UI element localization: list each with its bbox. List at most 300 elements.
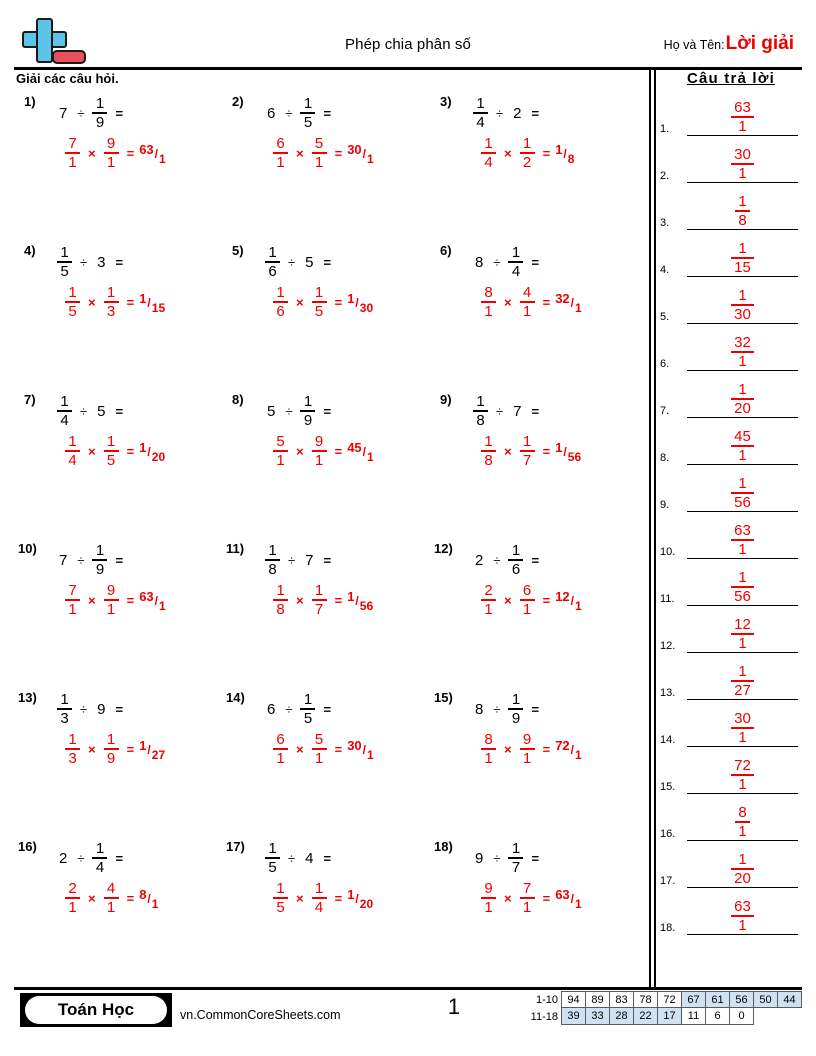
work-equals-sign: =	[126, 294, 135, 310]
equals-sign: =	[531, 552, 540, 568]
fraction-denominator: 1	[484, 749, 493, 767]
divisor	[92, 96, 107, 130]
answer-row-17	[660, 843, 802, 890]
fraction-denominator: 5	[68, 302, 77, 320]
fraction-numerator: 1	[68, 284, 77, 302]
result-inline-fraction	[347, 588, 373, 612]
answer-write-line	[687, 699, 798, 700]
fraction-numerator: 7	[68, 582, 77, 600]
result-inline-fraction	[555, 588, 582, 612]
fraction-numerator: 1	[314, 284, 324, 302]
result-numerator: 30	[347, 142, 362, 158]
result-denominator: 20	[359, 896, 374, 911]
fraction-denominator: 1	[522, 302, 532, 320]
problem-number: 17)	[226, 839, 245, 854]
answer-rows-container	[660, 91, 802, 937]
answer-row-11	[660, 561, 802, 608]
problem-expression	[54, 690, 128, 728]
problem-expression	[470, 94, 544, 132]
dividend	[57, 245, 72, 279]
fraction-denominator: 1	[484, 302, 493, 320]
result-denominator: 20	[151, 449, 166, 464]
answer-fraction	[731, 758, 754, 792]
work-fraction-first	[481, 285, 496, 319]
work-fraction-second	[312, 732, 327, 766]
result-inline-fraction	[347, 886, 373, 910]
multiply-operator: ×	[504, 890, 512, 906]
answer-value	[687, 664, 798, 698]
divide-operator: ÷	[285, 105, 293, 121]
score-cell: 56	[729, 991, 754, 1008]
multiply-operator: ×	[504, 592, 512, 608]
problem-7	[10, 390, 218, 480]
answer-row-18	[660, 890, 802, 937]
problem-worked-answer	[270, 134, 374, 172]
fraction-denominator: 5	[60, 262, 69, 280]
fraction-numerator: 45	[734, 428, 751, 446]
answer-fraction	[735, 805, 750, 839]
problem-expression	[262, 243, 336, 281]
result-slash: /	[147, 296, 151, 311]
dividend	[473, 96, 488, 130]
answer-key-column	[660, 70, 802, 937]
answer-value	[687, 852, 798, 886]
result-numerator: 30	[347, 738, 362, 754]
answer-write-line	[687, 370, 798, 371]
fraction-numerator: 9	[314, 433, 324, 451]
work-fraction-first	[481, 136, 496, 170]
problem-14	[218, 688, 426, 778]
fraction-denominator: 1	[738, 541, 747, 558]
fraction-denominator: 1	[68, 898, 77, 916]
problem-expression	[54, 243, 128, 281]
fraction-numerator: 1	[738, 381, 747, 399]
fraction-denominator: 5	[276, 898, 285, 916]
fraction-denominator: 3	[106, 302, 116, 320]
answer-fraction	[731, 335, 754, 369]
work-equals-sign: =	[542, 592, 551, 608]
answer-fraction	[731, 382, 754, 416]
divisor	[300, 394, 315, 428]
work-equals-sign: =	[126, 890, 135, 906]
fraction-numerator: 1	[60, 244, 69, 262]
multiply-operator: ×	[296, 443, 304, 459]
result-denominator: 1	[159, 151, 166, 166]
fraction-numerator: 1	[95, 840, 105, 858]
multiply-operator: ×	[504, 443, 512, 459]
fraction-denominator: 1	[522, 749, 532, 767]
divide-operator: ÷	[493, 850, 501, 866]
divisor: 5	[305, 253, 314, 271]
fraction-denominator: 1	[106, 153, 116, 171]
divide-operator: ÷	[493, 254, 501, 270]
result-slash: /	[563, 445, 567, 460]
problem-row	[10, 837, 648, 986]
problem-number: 4)	[24, 243, 36, 258]
work-fraction-second	[520, 285, 535, 319]
answer-write-line	[687, 511, 798, 512]
fraction-denominator: 9	[95, 113, 105, 131]
answer-value	[687, 617, 798, 651]
fraction-numerator: 1	[268, 542, 277, 560]
divide-operator: ÷	[77, 105, 85, 121]
result-numerator: 1	[139, 440, 147, 456]
result-numerator: 63	[555, 887, 570, 903]
result-inline-fraction	[347, 290, 373, 314]
fraction-numerator: 9	[106, 135, 116, 153]
dividend: 2	[59, 849, 68, 867]
work-fraction-first	[273, 583, 288, 617]
problem-number: 9)	[440, 392, 452, 407]
result-denominator: 1	[367, 747, 374, 762]
answer-write-line	[687, 746, 798, 747]
result-slash: /	[355, 296, 359, 311]
work-fraction-second	[520, 881, 535, 915]
answer-fraction	[731, 100, 754, 134]
work-fraction-second	[312, 434, 327, 468]
result-inline-fraction	[555, 737, 582, 761]
multiply-operator: ×	[88, 741, 96, 757]
score-cell: 78	[633, 991, 658, 1008]
work-equals-sign: =	[334, 741, 343, 757]
work-equals-sign: =	[542, 890, 551, 906]
fraction-denominator: 5	[314, 302, 324, 320]
divide-operator: ÷	[288, 254, 296, 270]
problem-2	[218, 92, 426, 182]
score-cell: 6	[705, 1007, 730, 1025]
problem-row	[10, 390, 648, 539]
result-numerator: 63	[139, 142, 154, 158]
work-fraction-first	[65, 434, 80, 468]
problem-worked-answer	[478, 581, 582, 619]
fraction-denominator: 6	[268, 262, 277, 280]
result-slash: /	[570, 594, 574, 609]
fraction-denominator: 4	[314, 898, 324, 916]
fraction-numerator: 30	[734, 146, 751, 164]
problem-number: 2)	[232, 94, 244, 109]
problem-worked-answer	[62, 581, 166, 619]
fraction-numerator: 9	[522, 731, 532, 749]
problem-worked-answer	[62, 879, 158, 917]
work-equals-sign: =	[542, 443, 551, 459]
result-denominator: 56	[567, 449, 582, 464]
work-fraction-second	[104, 285, 119, 319]
score-cell: 33	[585, 1007, 610, 1025]
fraction-denominator: 1	[738, 635, 747, 652]
fraction-numerator: 1	[314, 880, 324, 898]
fraction-numerator: 1	[303, 393, 313, 411]
fraction-denominator: 4	[95, 858, 105, 876]
work-fraction-second	[104, 136, 119, 170]
multiply-operator: ×	[296, 294, 304, 310]
fraction-numerator: 1	[738, 240, 747, 258]
problem-number: 12)	[434, 541, 453, 556]
result-numerator: 8	[139, 887, 147, 903]
answer-row-number: 18.	[660, 922, 676, 934]
dividend	[57, 692, 72, 726]
fraction-numerator: 1	[511, 840, 521, 858]
score-cell: 72	[657, 991, 682, 1008]
result-denominator: 30	[359, 300, 374, 315]
fraction-denominator: 4	[68, 451, 77, 469]
fraction-numerator: 1	[106, 284, 116, 302]
fraction-denominator: 1	[106, 898, 116, 916]
result-numerator: 63	[139, 589, 154, 605]
problem-number: 8)	[232, 392, 244, 407]
problem-worked-answer	[62, 283, 165, 321]
equals-sign: =	[115, 850, 124, 866]
result-numerator: 1	[139, 738, 147, 754]
answer-write-line	[687, 558, 798, 559]
answer-fraction	[731, 664, 754, 698]
problem-worked-answer	[478, 283, 582, 321]
problem-expression	[54, 94, 128, 132]
answer-fraction	[731, 288, 754, 322]
problem-4	[10, 241, 218, 331]
equals-sign: =	[115, 105, 124, 121]
multiply-operator: ×	[88, 592, 96, 608]
fraction-numerator: 1	[268, 840, 277, 858]
answer-value	[687, 100, 798, 134]
fraction-numerator: 1	[276, 582, 285, 600]
problem-expression	[262, 839, 336, 877]
result-inline-fraction	[555, 439, 581, 463]
fraction-denominator: 6	[276, 302, 285, 320]
fraction-denominator: 1	[276, 451, 285, 469]
problem-expression	[262, 392, 336, 430]
fraction-denominator: 9	[511, 709, 521, 727]
dividend: 8	[475, 253, 484, 271]
fraction-denominator: 8	[738, 212, 747, 229]
answer-fraction	[731, 570, 754, 604]
score-cell: 28	[609, 1007, 634, 1025]
result-inline-fraction	[139, 886, 158, 910]
fraction-denominator: 7	[314, 600, 324, 618]
fraction-numerator: 1	[303, 95, 313, 113]
answer-fraction	[731, 852, 754, 886]
dividend: 6	[267, 700, 276, 718]
problem-3	[426, 92, 634, 182]
score-row-label: 11-18	[530, 1010, 558, 1023]
result-denominator: 15	[151, 300, 166, 315]
problem-expression	[262, 94, 336, 132]
problem-worked-answer	[478, 730, 582, 768]
result-numerator: 1	[347, 291, 355, 307]
fraction-numerator: 1	[511, 691, 521, 709]
equals-sign: =	[531, 105, 540, 121]
fraction-denominator: 1	[738, 353, 747, 370]
equals-sign: =	[323, 552, 332, 568]
fraction-denominator: 9	[95, 560, 105, 578]
result-slash: /	[570, 892, 574, 907]
answer-value	[687, 288, 798, 322]
result-slash: /	[362, 147, 366, 162]
answer-write-line	[687, 793, 798, 794]
problem-expression	[470, 541, 544, 579]
work-fraction-first	[273, 881, 288, 915]
fraction-numerator: 32	[734, 334, 751, 352]
dividend: 9	[475, 849, 484, 867]
multiply-operator: ×	[88, 443, 96, 459]
divider-line-right	[654, 70, 656, 990]
divide-operator: ÷	[80, 254, 88, 270]
multiply-operator: ×	[296, 741, 304, 757]
answer-value	[687, 711, 798, 745]
fraction-denominator: 1	[484, 600, 493, 618]
work-equals-sign: =	[126, 592, 135, 608]
result-inline-fraction	[139, 588, 166, 612]
fraction-denominator: 4	[476, 113, 485, 131]
answer-write-line	[687, 417, 798, 418]
fraction-numerator: 1	[60, 691, 69, 709]
answer-fraction	[731, 899, 754, 933]
work-equals-sign: =	[542, 741, 551, 757]
answer-fraction	[731, 617, 754, 651]
divisor	[92, 543, 107, 577]
divisor	[300, 96, 315, 130]
problem-number: 7)	[24, 392, 36, 407]
work-equals-sign: =	[334, 294, 343, 310]
divide-operator: ÷	[496, 403, 504, 419]
fraction-denominator: 56	[734, 494, 751, 511]
fraction-denominator: 56	[734, 588, 751, 605]
answer-column-title: Câu trả lời	[686, 70, 776, 87]
divisor	[508, 543, 523, 577]
equals-sign: =	[531, 403, 540, 419]
answer-row-8	[660, 420, 802, 467]
divide-operator: ÷	[285, 701, 293, 717]
work-equals-sign: =	[542, 145, 551, 161]
dividend: 7	[59, 104, 68, 122]
divisor: 4	[305, 849, 314, 867]
problem-number: 16)	[18, 839, 37, 854]
answer-fraction	[731, 429, 754, 463]
work-equals-sign: =	[334, 592, 343, 608]
problem-expression	[470, 392, 544, 430]
problem-10	[10, 539, 218, 629]
work-fraction-first	[273, 732, 288, 766]
answer-row-number: 16.	[660, 828, 676, 840]
fraction-numerator: 30	[734, 710, 751, 728]
fraction-numerator: 2	[68, 880, 77, 898]
dividend: 5	[267, 402, 276, 420]
fraction-denominator: 5	[303, 113, 313, 131]
divisor	[92, 841, 107, 875]
answer-row-10	[660, 514, 802, 561]
multiply-operator: ×	[296, 890, 304, 906]
answer-row-number: 3.	[660, 217, 670, 229]
fraction-denominator: 3	[60, 709, 69, 727]
divide-operator: ÷	[80, 403, 88, 419]
multiply-operator: ×	[504, 294, 512, 310]
fraction-numerator: 1	[106, 731, 116, 749]
student-name-value: Lời giải	[725, 33, 794, 54]
work-fraction-second	[520, 732, 535, 766]
work-fraction-first	[481, 434, 496, 468]
divisor	[508, 841, 523, 875]
equals-sign: =	[323, 105, 332, 121]
fraction-numerator: 72	[734, 757, 751, 775]
fraction-denominator: 1	[522, 600, 532, 618]
fraction-numerator: 1	[484, 433, 493, 451]
answer-row-number: 1.	[660, 123, 670, 135]
fraction-denominator: 1	[738, 447, 747, 464]
dividend	[57, 394, 72, 428]
problem-expression	[470, 243, 544, 281]
work-equals-sign: =	[334, 145, 343, 161]
answer-row-2	[660, 138, 802, 185]
fraction-denominator: 7	[522, 451, 532, 469]
answer-value	[687, 382, 798, 416]
fraction-denominator: 4	[511, 262, 521, 280]
answer-row-number: 12.	[660, 640, 676, 652]
divisor	[300, 692, 315, 726]
fraction-numerator: 1	[268, 244, 277, 262]
work-fraction-second	[104, 732, 119, 766]
multiply-operator: ×	[296, 145, 304, 161]
fraction-numerator: 1	[68, 731, 77, 749]
fraction-numerator: 1	[522, 135, 532, 153]
work-fraction-first	[481, 583, 496, 617]
result-slash: /	[570, 743, 574, 758]
fraction-numerator: 1	[95, 542, 105, 560]
problem-number: 18)	[434, 839, 453, 854]
problem-worked-answer	[270, 581, 373, 619]
problem-number: 10)	[18, 541, 37, 556]
result-denominator: 1	[575, 896, 582, 911]
footer-divider-rule	[14, 987, 802, 990]
fraction-denominator: 5	[268, 858, 277, 876]
result-numerator: 1	[555, 440, 563, 456]
work-fraction-first	[65, 732, 80, 766]
dividend: 2	[475, 551, 484, 569]
fraction-numerator: 1	[95, 95, 105, 113]
score-cell: 17	[657, 1007, 682, 1025]
fraction-denominator: 20	[734, 400, 751, 417]
answer-write-line	[687, 464, 798, 465]
problem-row	[10, 92, 648, 241]
multiply-operator: ×	[296, 592, 304, 608]
score-cell-empty	[777, 1007, 802, 1025]
fraction-denominator: 1	[106, 600, 116, 618]
fraction-denominator: 1	[522, 898, 532, 916]
divide-operator: ÷	[80, 701, 88, 717]
column-divider	[649, 70, 656, 990]
problem-row	[10, 688, 648, 837]
answer-fraction	[731, 711, 754, 745]
fraction-numerator: 7	[522, 880, 532, 898]
fraction-denominator: 2	[522, 153, 532, 171]
fraction-numerator: 5	[314, 135, 324, 153]
result-slash: /	[154, 594, 158, 609]
result-inline-fraction	[347, 737, 374, 761]
work-equals-sign: =	[126, 443, 135, 459]
work-fraction-second	[104, 583, 119, 617]
dividend: 8	[475, 700, 484, 718]
problem-row	[10, 539, 648, 688]
dividend: 7	[59, 551, 68, 569]
result-denominator: 1	[575, 747, 582, 762]
fraction-denominator: 4	[60, 411, 69, 429]
fraction-denominator: 3	[68, 749, 77, 767]
fraction-numerator: 1	[511, 244, 521, 262]
score-cell: 89	[585, 991, 610, 1008]
fraction-numerator: 1	[511, 542, 521, 560]
dividend	[265, 245, 280, 279]
fraction-denominator: 5	[303, 709, 313, 727]
fraction-numerator: 1	[522, 433, 532, 451]
fraction-numerator: 1	[276, 284, 285, 302]
